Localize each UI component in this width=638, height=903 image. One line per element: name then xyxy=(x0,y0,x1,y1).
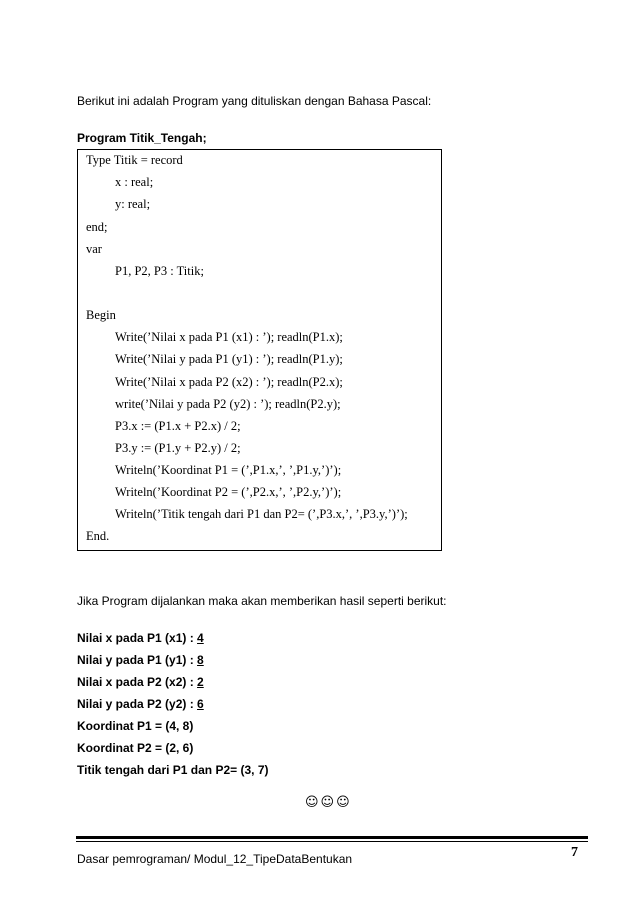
output-label: Nilai x pada P1 (x1) : xyxy=(77,631,198,645)
output-answer: 6 xyxy=(197,697,204,711)
code-line: P3.y := (P1.y + P2.y) / 2; xyxy=(115,441,241,455)
output-answer: 2 xyxy=(197,675,204,689)
page-number: 7 xyxy=(571,845,578,860)
code-box xyxy=(77,149,442,551)
output-line xyxy=(77,631,204,645)
footer-text: Dasar pemrograman/ Modul_12_TipeDataBentukan xyxy=(77,852,353,866)
code-line: P1, P2, P3 : Titik; xyxy=(115,264,204,278)
code-line: y: real; xyxy=(115,197,151,211)
output-label: Nilai y pada P1 (y1) : xyxy=(77,653,198,667)
code-line: P3.x := (P1.x + P2.x) / 2; xyxy=(115,419,241,433)
output-line xyxy=(77,675,204,689)
program-title: Program Titik_Tengah; xyxy=(77,131,207,145)
code-line: End. xyxy=(86,529,110,543)
output-line xyxy=(77,719,193,733)
output-label: Koordinat P1 = (4, 8) xyxy=(77,719,194,733)
code-line: end; xyxy=(86,220,108,234)
code-line: Write(’Nilai y pada P1 (y1) : ’); readln(P1.y); xyxy=(115,352,343,366)
output-line xyxy=(77,741,193,755)
code-line: Type Titik = record xyxy=(86,153,183,167)
result-intro-paragraph: Jika Program dijalankan maka akan memberikan hasil seperti berikut: xyxy=(77,594,447,608)
output-line xyxy=(77,763,269,777)
intro-paragraph: Berikut ini adalah Program yang dituliskan dengan Bahasa Pascal: xyxy=(77,94,432,108)
code-line: write(’Nilai y pada P2 (y2) : ’); readln(P2.y); xyxy=(115,397,341,411)
output-line xyxy=(77,653,204,667)
code-line: Write(’Nilai x pada P1 (x1) : ’); readln(P1.x); xyxy=(115,330,343,344)
output-label: Titik tengah dari P1 dan P2= (3, 7) xyxy=(77,763,269,777)
output-answer: 4 xyxy=(197,631,204,645)
output-label: Nilai y pada P2 (y2) : xyxy=(77,697,198,711)
footer-divider-thin xyxy=(76,841,588,842)
output-answer: 8 xyxy=(197,653,204,667)
smiley-icons: ☺☺☺ xyxy=(305,795,352,810)
code-line: Writeln(’Koordinat P1 = (’,P1.x,’, ’,P1.y,’)’); xyxy=(115,463,342,477)
output-line xyxy=(77,697,204,711)
footer-divider xyxy=(76,836,588,839)
code-line: Write(’Nilai x pada P2 (x2) : ’); readln(P2.x); xyxy=(115,375,343,389)
code-line: Writeln(’Koordinat P2 = (’,P2.x,’, ’,P2.y,’)’); xyxy=(115,485,342,499)
code-line: x : real; xyxy=(115,175,154,189)
code-line: Begin xyxy=(86,308,116,322)
code-line: var xyxy=(86,242,102,256)
code-line: Writeln(’Titik tengah dari P1 dan P2= (’,P3.x,’, ’,P3.y,’)’); xyxy=(115,507,408,521)
output-label: Nilai x pada P2 (x2) : xyxy=(77,675,198,689)
output-label: Koordinat P2 = (2, 6) xyxy=(77,741,194,755)
